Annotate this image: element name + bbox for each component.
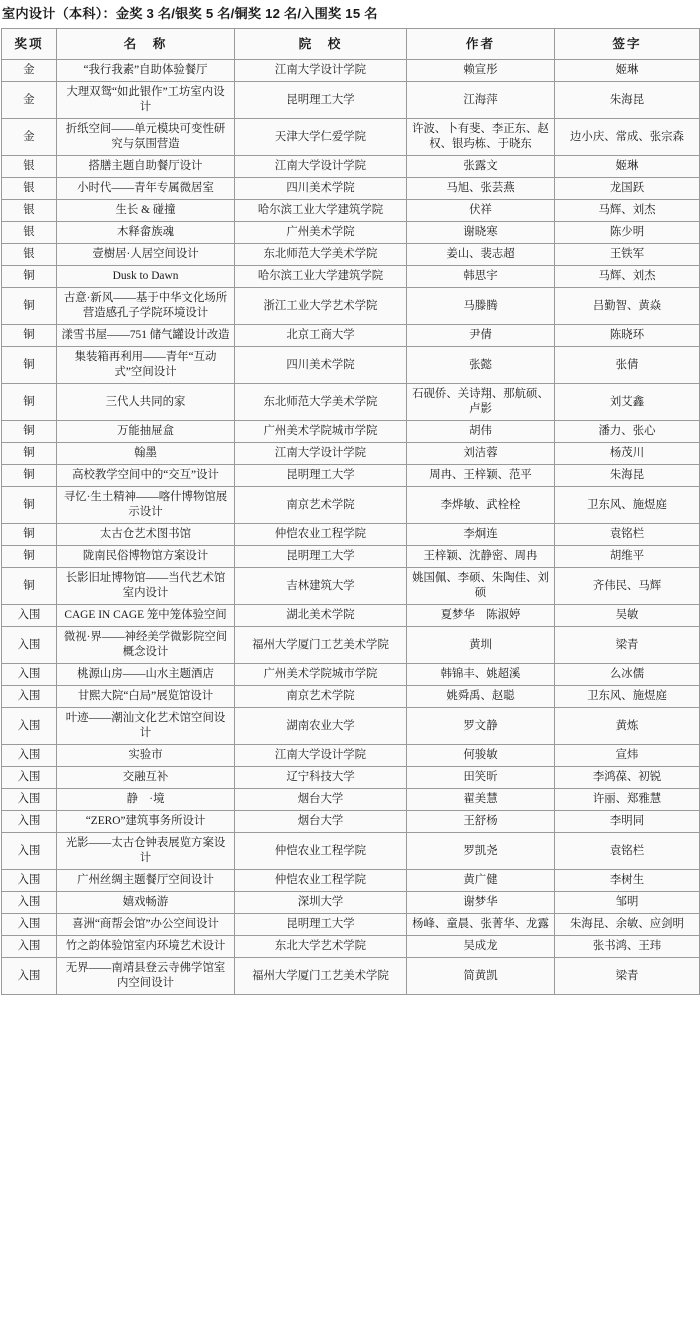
cell-school: 江南大学设计学院 xyxy=(235,443,407,465)
table-row xyxy=(2,568,700,605)
cell-award: 铜 xyxy=(2,465,57,487)
table-row xyxy=(2,833,700,870)
cell-award: 铜 xyxy=(2,325,57,347)
cell-author: 韩锦丰、姚超溪 xyxy=(407,664,555,686)
cell-sign: 马辉、刘杰 xyxy=(555,266,700,288)
cell-sign: 卫东风、施煜庭 xyxy=(555,487,700,524)
table-row xyxy=(2,870,700,892)
cell-sign: 杨茂川 xyxy=(555,443,700,465)
cell-award: 银 xyxy=(2,222,57,244)
cell-school: 广州美术学院城市学院 xyxy=(235,421,407,443)
cell-sign: 宣炜 xyxy=(555,745,700,767)
cell-sign: 边小庆、常成、张宗森 xyxy=(555,119,700,156)
cell-author: 夏梦华 陈淑婷 xyxy=(407,605,555,627)
table-row xyxy=(2,546,700,568)
cell-school: 福州大学厦门工艺美术学院 xyxy=(235,958,407,995)
column-header-sign: 签字 xyxy=(555,29,700,60)
cell-author: 黄广健 xyxy=(407,870,555,892)
table-row xyxy=(2,266,700,288)
table-row xyxy=(2,60,700,82)
cell-name: 古意·新风——基于中华文化场所营造感孔子学院环境设计 xyxy=(57,288,235,325)
cell-school: 广州美术学院城市学院 xyxy=(235,664,407,686)
cell-author: 马滕腾 xyxy=(407,288,555,325)
cell-author: 尹倩 xyxy=(407,325,555,347)
table-row xyxy=(2,524,700,546)
cell-award: 入围 xyxy=(2,958,57,995)
table-row xyxy=(2,892,700,914)
cell-name: 甘熙大院“白局”展览馆设计 xyxy=(57,686,235,708)
table-header xyxy=(2,29,700,60)
table-row xyxy=(2,465,700,487)
cell-name: 陇南民俗博物馆方案设计 xyxy=(57,546,235,568)
cell-award: 铜 xyxy=(2,347,57,384)
cell-author: 翟美慧 xyxy=(407,789,555,811)
cell-name: 实验市 xyxy=(57,745,235,767)
cell-school: 吉林建筑大学 xyxy=(235,568,407,605)
table-row xyxy=(2,664,700,686)
cell-sign: 梁青 xyxy=(555,958,700,995)
cell-name: 大理双鸳“如此银作”工坊室内设计 xyxy=(57,82,235,119)
cell-name: 小时代——青年专属微居室 xyxy=(57,178,235,200)
cell-sign: 吴敏 xyxy=(555,605,700,627)
cell-award: 入围 xyxy=(2,936,57,958)
cell-author: 韩思宇 xyxy=(407,266,555,288)
cell-school: 江南大学设计学院 xyxy=(235,156,407,178)
cell-award: 铜 xyxy=(2,487,57,524)
cell-sign: 吕勤智、黄焱 xyxy=(555,288,700,325)
cell-name: 万能抽屉盒 xyxy=(57,421,235,443)
cell-author: 马旭、张芸燕 xyxy=(407,178,555,200)
cell-school: 烟台大学 xyxy=(235,789,407,811)
cell-author: 王舒杨 xyxy=(407,811,555,833)
cell-name: Dusk to Dawn xyxy=(57,266,235,288)
cell-name: 生长 & 碰撞 xyxy=(57,200,235,222)
cell-name: 长影旧址博物馆——当代艺术馆室内设计 xyxy=(57,568,235,605)
table-row xyxy=(2,82,700,119)
cell-school: 东北大学艺术学院 xyxy=(235,936,407,958)
cell-name: 折纸空间——单元模块可变性研究与氛围营造 xyxy=(57,119,235,156)
cell-award: 入围 xyxy=(2,664,57,686)
cell-sign: 陈晓环 xyxy=(555,325,700,347)
cell-author: 刘洁蓉 xyxy=(407,443,555,465)
cell-sign: 李树生 xyxy=(555,870,700,892)
cell-author: 江海萍 xyxy=(407,82,555,119)
cell-award: 金 xyxy=(2,82,57,119)
cell-name: 三代人共同的家 xyxy=(57,384,235,421)
cell-sign: 王铁军 xyxy=(555,244,700,266)
cell-award: 铜 xyxy=(2,443,57,465)
cell-school: 湖南农业大学 xyxy=(235,708,407,745)
cell-sign: 刘艾鑫 xyxy=(555,384,700,421)
table-row xyxy=(2,914,700,936)
cell-school: 哈尔滨工业大学建筑学院 xyxy=(235,200,407,222)
cell-sign: 陈少明 xyxy=(555,222,700,244)
cell-name: 喜洲“商帮会馆”办公空间设计 xyxy=(57,914,235,936)
cell-sign: 姬琳 xyxy=(555,60,700,82)
cell-award: 入围 xyxy=(2,833,57,870)
cell-award: 铜 xyxy=(2,568,57,605)
award-results-table xyxy=(1,28,700,995)
cell-award: 铜 xyxy=(2,266,57,288)
cell-school: 江南大学设计学院 xyxy=(235,745,407,767)
cell-school: 四川美术学院 xyxy=(235,347,407,384)
table-row xyxy=(2,605,700,627)
table-row xyxy=(2,627,700,664)
table-row xyxy=(2,487,700,524)
cell-sign: 卫东风、施煜庭 xyxy=(555,686,700,708)
cell-school: 仲恺农业工程学院 xyxy=(235,524,407,546)
cell-school: 东北师范大学美术学院 xyxy=(235,384,407,421)
table-row xyxy=(2,421,700,443)
cell-author: 姚国佩、李硕、朱陶佳、刘硕 xyxy=(407,568,555,605)
cell-award: 银 xyxy=(2,178,57,200)
cell-school: 南京艺术学院 xyxy=(235,686,407,708)
cell-school: 昆明理工大学 xyxy=(235,465,407,487)
table-row xyxy=(2,936,700,958)
table-row xyxy=(2,347,700,384)
cell-name: 桃源山房——山水主题酒店 xyxy=(57,664,235,686)
cell-sign: 姬琳 xyxy=(555,156,700,178)
column-header-award: 奖项 xyxy=(2,29,57,60)
cell-school: 昆明理工大学 xyxy=(235,82,407,119)
cell-sign: 朱海昆 xyxy=(555,465,700,487)
cell-author: 黄圳 xyxy=(407,627,555,664)
cell-name: 搭膳主题自助餐厅设计 xyxy=(57,156,235,178)
cell-name: CAGE IN CAGE 笼中笼体验空间 xyxy=(57,605,235,627)
cell-name: 微视·界——神经美学微影院空间概念设计 xyxy=(57,627,235,664)
table-row xyxy=(2,767,700,789)
cell-author: 王梓颖、沈静密、周冉 xyxy=(407,546,555,568)
table-body xyxy=(2,60,700,995)
page-title: 室内设计（本科）：金奖 3 名/银奖 5 名/铜奖 12 名/入围奖 15 名 xyxy=(2,6,378,21)
cell-award: 金 xyxy=(2,119,57,156)
table-row xyxy=(2,288,700,325)
cell-name: 光影——太古仓钟表展览方案设计 xyxy=(57,833,235,870)
column-header-school: 院 校 xyxy=(235,29,407,60)
cell-author: 李烨敏、武栓栓 xyxy=(407,487,555,524)
cell-sign: 马辉、刘杰 xyxy=(555,200,700,222)
cell-sign: 齐伟民、马辉 xyxy=(555,568,700,605)
cell-award: 入围 xyxy=(2,767,57,789)
cell-award: 入围 xyxy=(2,870,57,892)
cell-sign: 李明同 xyxy=(555,811,700,833)
column-header-author: 作者 xyxy=(407,29,555,60)
cell-school: 深圳大学 xyxy=(235,892,407,914)
table-row xyxy=(2,958,700,995)
cell-school: 四川美术学院 xyxy=(235,178,407,200)
cell-name: 竹之韵体验馆室内环境艺术设计 xyxy=(57,936,235,958)
cell-name: 太古仓艺术图书馆 xyxy=(57,524,235,546)
cell-school: 昆明理工大学 xyxy=(235,914,407,936)
cell-award: 入围 xyxy=(2,811,57,833)
cell-award: 银 xyxy=(2,156,57,178)
cell-author: 周冉、王梓颖、范平 xyxy=(407,465,555,487)
cell-author: 杨峰、童晨、张菁华、龙露 xyxy=(407,914,555,936)
table-row xyxy=(2,789,700,811)
cell-award: 入围 xyxy=(2,708,57,745)
cell-school: 天津大学仁爱学院 xyxy=(235,119,407,156)
cell-name: 集装箱再利用——青年“互动式”空间设计 xyxy=(57,347,235,384)
cell-sign: 梁青 xyxy=(555,627,700,664)
table-row xyxy=(2,811,700,833)
cell-name: 无界——南靖县登云寺佛学馆室内空间设计 xyxy=(57,958,235,995)
cell-name: 高校教学空间中的“交互”设计 xyxy=(57,465,235,487)
table-row xyxy=(2,244,700,266)
cell-name: 交融互补 xyxy=(57,767,235,789)
cell-sign: 袁铭栏 xyxy=(555,833,700,870)
table-row xyxy=(2,222,700,244)
table-row xyxy=(2,325,700,347)
cell-school: 南京艺术学院 xyxy=(235,487,407,524)
cell-sign: 邹明 xyxy=(555,892,700,914)
cell-author: 罗文静 xyxy=(407,708,555,745)
cell-name: “ZERO”建筑事务所设计 xyxy=(57,811,235,833)
cell-award: 铜 xyxy=(2,288,57,325)
table-row xyxy=(2,178,700,200)
cell-award: 金 xyxy=(2,60,57,82)
cell-name: 静 ·境 xyxy=(57,789,235,811)
table-row xyxy=(2,443,700,465)
cell-author: 吴成龙 xyxy=(407,936,555,958)
cell-award: 入围 xyxy=(2,789,57,811)
cell-award: 入围 xyxy=(2,605,57,627)
cell-sign: 袁铭栏 xyxy=(555,524,700,546)
cell-school: 昆明理工大学 xyxy=(235,546,407,568)
cell-award: 入围 xyxy=(2,627,57,664)
cell-school: 北京工商大学 xyxy=(235,325,407,347)
cell-name: 壹樹居·人居空间设计 xyxy=(57,244,235,266)
cell-award: 入围 xyxy=(2,686,57,708)
cell-sign: 么冰儒 xyxy=(555,664,700,686)
cell-author: 姚舜禹、赵聪 xyxy=(407,686,555,708)
cell-school: 广州美术学院 xyxy=(235,222,407,244)
cell-sign: 李鸿葆、初锐 xyxy=(555,767,700,789)
cell-name: 漾雪书屋——751 储气罐设计改造 xyxy=(57,325,235,347)
cell-school: 哈尔滨工业大学建筑学院 xyxy=(235,266,407,288)
table-row xyxy=(2,119,700,156)
cell-award: 银 xyxy=(2,244,57,266)
cell-school: 江南大学设计学院 xyxy=(235,60,407,82)
cell-award: 铜 xyxy=(2,546,57,568)
cell-award: 入围 xyxy=(2,914,57,936)
cell-award: 银 xyxy=(2,200,57,222)
cell-sign: 黄炼 xyxy=(555,708,700,745)
cell-name: 广州丝绸主题餐厅空间设计 xyxy=(57,870,235,892)
cell-sign: 张书鸿、王玮 xyxy=(555,936,700,958)
cell-name: 木释畲族魂 xyxy=(57,222,235,244)
cell-school: 辽宁科技大学 xyxy=(235,767,407,789)
cell-author: 谢晓寒 xyxy=(407,222,555,244)
cell-name: 嬉戏畅游 xyxy=(57,892,235,914)
cell-name: 寻忆·生土精神——喀什博物馆展示设计 xyxy=(57,487,235,524)
column-header-name: 名 称 xyxy=(57,29,235,60)
cell-school: 仲恺农业工程学院 xyxy=(235,870,407,892)
cell-school: 仲恺农业工程学院 xyxy=(235,833,407,870)
table-header-row xyxy=(2,29,700,60)
cell-award: 入围 xyxy=(2,892,57,914)
table-row xyxy=(2,384,700,421)
table-row xyxy=(2,708,700,745)
cell-author: 张懿 xyxy=(407,347,555,384)
cell-author: 胡伟 xyxy=(407,421,555,443)
cell-school: 福州大学厦门工艺美术学院 xyxy=(235,627,407,664)
cell-award: 铜 xyxy=(2,384,57,421)
cell-author: 李炯连 xyxy=(407,524,555,546)
cell-sign: 许丽、郑雅慧 xyxy=(555,789,700,811)
cell-sign: 潘力、张心 xyxy=(555,421,700,443)
cell-author: 石砚侨、关诗翔、那航硕、卢影 xyxy=(407,384,555,421)
table-row xyxy=(2,686,700,708)
cell-school: 烟台大学 xyxy=(235,811,407,833)
cell-sign: 朱海昆、余敏、应剑明 xyxy=(555,914,700,936)
cell-school: 东北师范大学美术学院 xyxy=(235,244,407,266)
cell-sign: 朱海昆 xyxy=(555,82,700,119)
cell-award: 铜 xyxy=(2,421,57,443)
cell-award: 入围 xyxy=(2,745,57,767)
cell-school: 浙江工业大学艺术学院 xyxy=(235,288,407,325)
cell-author: 伏祥 xyxy=(407,200,555,222)
cell-author: 赖宣彤 xyxy=(407,60,555,82)
cell-author: 许波、卜有斐、李正东、赵权、银玙栋、于晓东 xyxy=(407,119,555,156)
cell-name: 叶迹——潮汕文化艺术馆空间设计 xyxy=(57,708,235,745)
table-row xyxy=(2,200,700,222)
cell-author: 田笑昕 xyxy=(407,767,555,789)
cell-author: 姜山、裴志超 xyxy=(407,244,555,266)
table-row xyxy=(2,745,700,767)
cell-sign: 胡维平 xyxy=(555,546,700,568)
cell-sign: 张倩 xyxy=(555,347,700,384)
cell-author: 何骏敏 xyxy=(407,745,555,767)
cell-name: “我行我素”自助体验餐厅 xyxy=(57,60,235,82)
table-row xyxy=(2,156,700,178)
cell-school: 湖北美术学院 xyxy=(235,605,407,627)
cell-author: 张露文 xyxy=(407,156,555,178)
cell-author: 罗凯尧 xyxy=(407,833,555,870)
cell-author: 简黄凯 xyxy=(407,958,555,995)
cell-award: 铜 xyxy=(2,524,57,546)
cell-author: 谢梦华 xyxy=(407,892,555,914)
cell-name: 翰墨 xyxy=(57,443,235,465)
cell-sign: 龙国跃 xyxy=(555,178,700,200)
